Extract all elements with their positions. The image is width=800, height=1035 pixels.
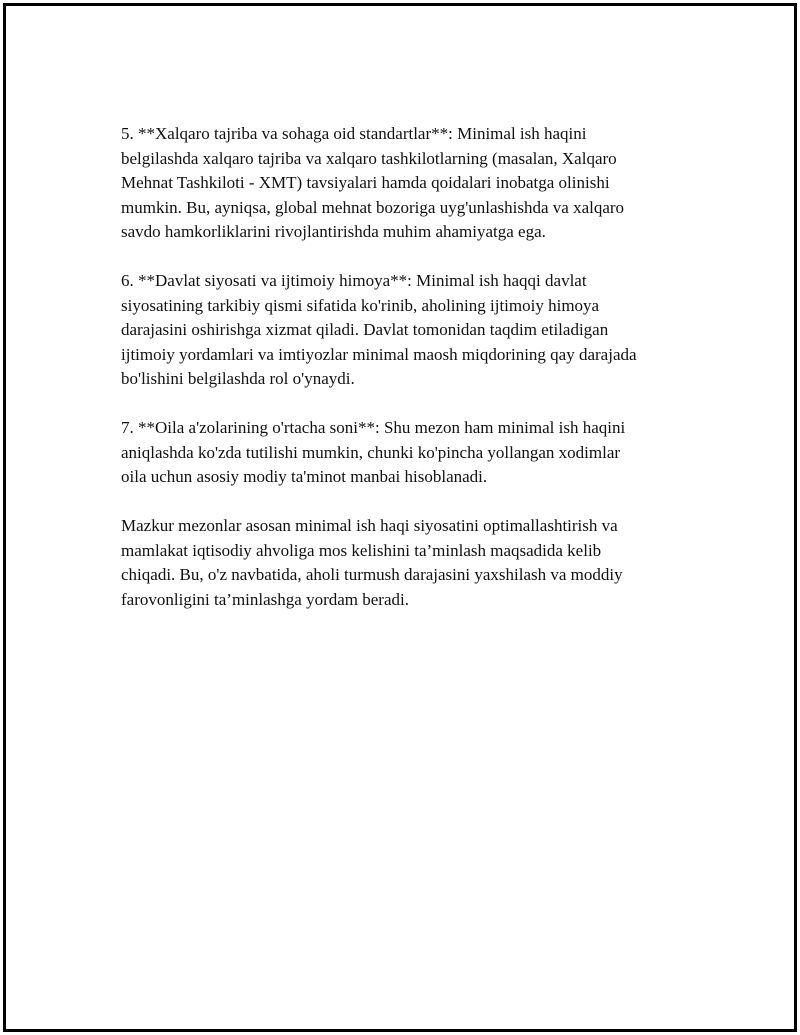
document-body (121, 122, 681, 612)
paragraph-criterion-6: 6. **Davlat siyosati va ijtimoiy himoya**: Minimal ish haqqi davlat siyosatining tarkibiy qismi sifatida ko'rinib, aholining ijtimoiy himoya darajasini oshirishga xizmat qiladi. Davlat tomonidan taqdim etiladigan ijtimoiy yordamlari va imtiyozlar minimal maosh miqdorining qay darajada bo'lishini belgilashda rol o'ynaydi. (121, 271, 637, 388)
paragraph-conclusion: Mazkur mezonlar asosan minimal ish haqi siyosatini optimallashtirish va mamlakat iqtisodiy ahvoliga mos kelishini ta’minlash maqsadida kelib chiqadi. Bu, o'z navbatida, aholi turmush darajasini yaxshilash va moddiy farovonligini ta’minlashga yordam beradi. (121, 516, 623, 609)
paragraph-criterion-7: 7. **Oila a'zolarining o'rtacha soni**: Shu mezon ham minimal ish haqini aniqlashda ko'zda tutilishi mumkin, chunki ko'pincha yollangan xodimlar oila uchun asosiy modiy ta'minot manbai hisoblanadi. (121, 418, 626, 486)
paragraph-criterion-5: 5. **Xalqaro tajriba va sohaga oid standartlar**: Minimal ish haqini belgilashda xalqaro tajriba va xalqaro tashkilotlarning (masalan, Xalqaro Mehnat Tashkiloti - XMT) tavsiyalari hamda qoidalari inobatga olinishi mumkin. Bu, ayniqsa, global mehnat bozoriga uyg'unlashishda va xalqaro savdo hamkorliklarini rivojlantirishda muhim ahamiyatga ega. (121, 124, 625, 241)
page-frame (3, 3, 797, 1032)
